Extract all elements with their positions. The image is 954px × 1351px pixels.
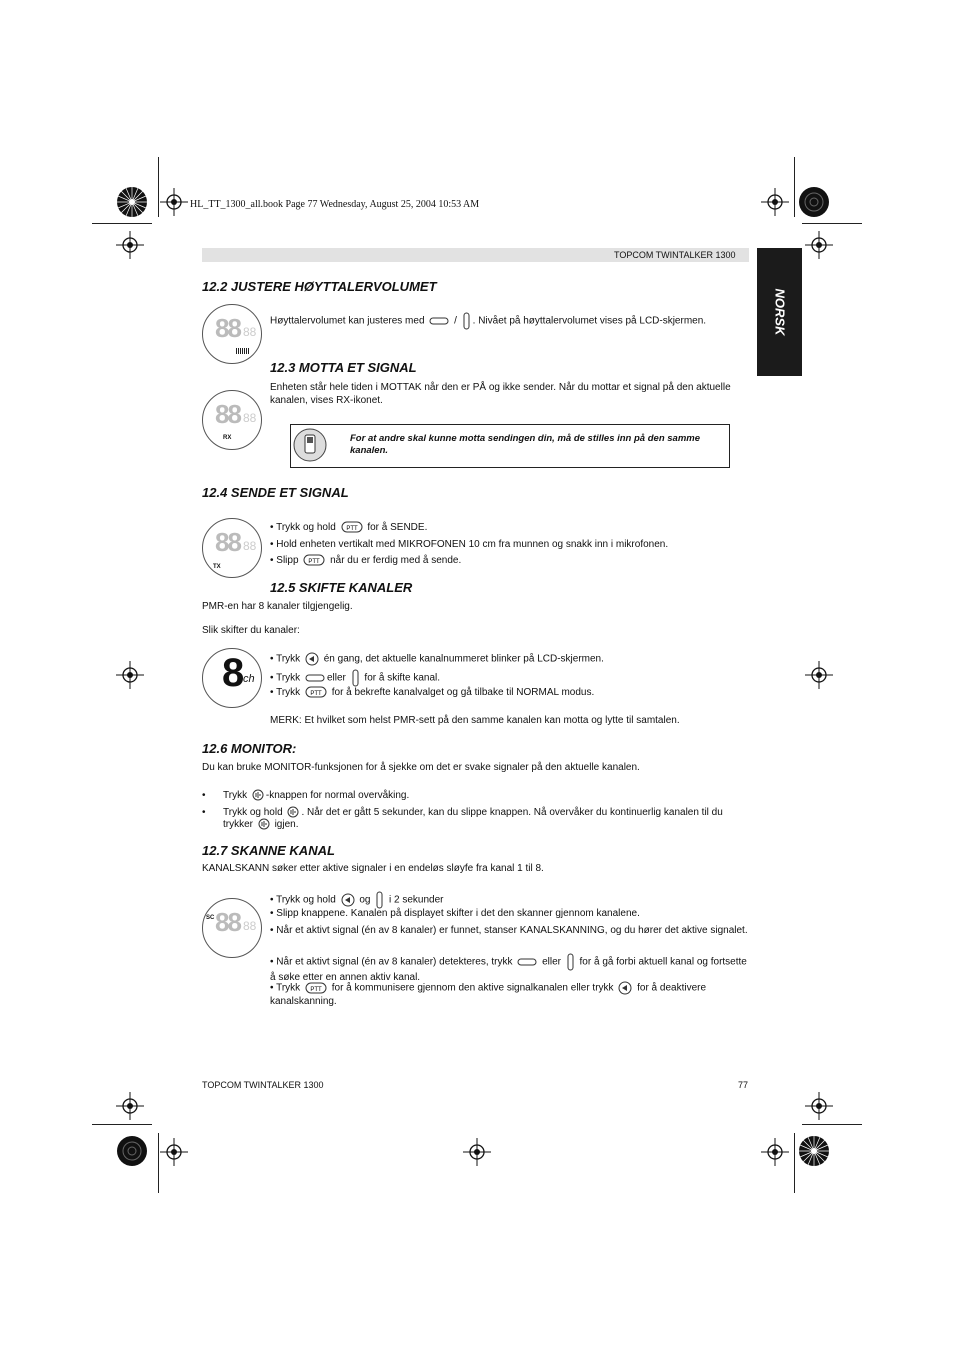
scan-bullet-5-c: for å deaktivere kanalskanning. — [270, 982, 707, 1007]
page-number: 77 — [738, 1080, 749, 1090]
running-header: TOPCOM TWINTALKER 1300 — [614, 250, 736, 260]
tx-bullet-1-a: • Trykk og hold — [270, 522, 336, 533]
monitor-bullet-1-b: -knappen for normal overvåking. — [265, 790, 410, 801]
crop-line — [794, 1133, 795, 1193]
scan-bullet-4-b: eller — [542, 956, 561, 968]
registration-mark — [116, 186, 148, 218]
monitor-button-icon — [258, 818, 270, 830]
ptt-button-icon — [303, 554, 325, 566]
scan-bullet-5-a: • Trykk — [270, 982, 301, 994]
channel-bullet-2-a: • Trykk — [270, 672, 301, 684]
print-header: HL_TT_1300_all.book Page 77 Wednesday, August 25, 2004 10:53 AM — [190, 199, 480, 210]
monitor-button-icon — [252, 789, 264, 801]
scan-paragraph: KANALSKANN søker etter aktive signaler i en endeløs sløyfe fra kanal 1 til 8. — [202, 863, 544, 874]
down-button-icon — [305, 673, 325, 683]
language-tab-label: NORSK — [772, 288, 787, 336]
lcd-small-digits: 88 — [243, 539, 257, 553]
language-tab — [757, 248, 802, 376]
crosshair-mark — [463, 1138, 491, 1166]
ptt-button-icon — [341, 521, 363, 533]
ptt-button-icon — [305, 686, 327, 698]
lcd-volume-bars — [236, 348, 250, 354]
ptt-label: PTT — [310, 691, 322, 698]
section-title-12-7: 12.7 SKANNE KANAL — [202, 843, 335, 858]
lcd-display-channel — [202, 648, 262, 708]
lcd-rx-indicator: RX — [223, 435, 232, 441]
lcd-display-tx — [202, 518, 262, 578]
crosshair-mark — [160, 1138, 188, 1166]
lcd-small-digits: 88 — [243, 325, 257, 339]
monitor-bullet-2-a: Trykk og hold — [223, 807, 283, 818]
channels-paragraph-1: PMR-en har 8 kanaler tilgjengelig. — [202, 601, 353, 612]
lcd-big-digit: 8 — [222, 651, 245, 695]
volume-text-b: . Nivået på høyttalervolumet vises på LCD-skjermen. — [472, 315, 707, 327]
paragraph-volume — [270, 312, 706, 330]
up-button-icon — [351, 669, 360, 687]
lcd-display-rx — [202, 390, 262, 450]
lcd-display-volume — [202, 304, 262, 364]
crosshair-mark — [761, 188, 789, 216]
monitor-bullet-1 — [223, 789, 409, 802]
down-button-icon — [517, 957, 537, 967]
tx-bullet-1-b: for å SENDE. — [367, 522, 428, 533]
monitor-bullet-2-c: trykker — [223, 819, 253, 830]
crosshair-mark — [805, 1092, 833, 1120]
lcd-digits: 88 — [215, 907, 240, 937]
lcd-small-digits: 88 — [243, 919, 257, 933]
scan-bullet-4 — [270, 953, 750, 984]
crop-line — [92, 1124, 152, 1125]
crop-line — [92, 223, 152, 224]
down-button-icon — [429, 316, 449, 326]
crop-line — [794, 157, 795, 217]
crosshair-mark — [116, 1092, 144, 1120]
channel-note: MERK: Et hvilket som helst PMR-sett på den samme kanalen kan motta og lytte til samtalen. — [270, 715, 680, 726]
lcd-digits: 88 — [215, 399, 240, 429]
volume-text-a: Høyttalervolumet kan justeres med — [270, 315, 425, 327]
section-title-12-5: 12.5 SKIFTE KANALER — [270, 580, 413, 595]
monitor-paragraph: Du kan bruke MONITOR-funksjonen for å sjekke om det er svake signaler på den aktuelle kanalen. — [202, 762, 640, 773]
channel-bullet-2-c: for å skifte kanal. — [364, 672, 441, 684]
channel-bullet-3 — [270, 686, 594, 699]
ptt-label: PTT — [345, 526, 358, 533]
crosshair-mark — [116, 661, 144, 689]
section-title-12-4: 12.4 SENDE ET SIGNAL — [202, 485, 349, 500]
lcd-digits: 88 — [215, 313, 240, 343]
crosshair-mark — [116, 231, 144, 259]
scan-bullet-1-b: og — [359, 894, 371, 906]
ptt-label: PTT — [308, 559, 320, 566]
section-title-12-6: 12.6 MONITOR: — [202, 741, 297, 756]
up-button-icon — [566, 953, 575, 971]
channel-bullet-3-b: for å bekrefte kanalvalget og gå tilbake til NORMAL modus. — [331, 687, 595, 698]
scan-bullet-3: • Når et aktivt signal (én av 8 kanaler) er funnet, stanser KANALSKANNING, og du hører det aktive signalet. — [270, 925, 748, 936]
crosshair-mark — [805, 661, 833, 689]
crosshair-mark — [805, 231, 833, 259]
lcd-digits: 88 — [215, 527, 240, 557]
tx-bullet-3 — [270, 554, 461, 567]
tx-bullet-3-b: når du er ferdig med å sende. — [330, 555, 462, 566]
scan-bullet-5-b: for å kommunisere gjennom den aktive signalkanalen eller trykk — [331, 982, 614, 994]
ptt-label: PTT — [310, 987, 322, 993]
tx-bullet-3-a: • Slipp — [270, 555, 299, 566]
channel-bullet-1-a: • Trykk — [270, 653, 301, 665]
scan-bullet-1-c: i 2 sekunder — [389, 894, 444, 906]
channel-bullet-1-b: én gang, det aktuelle kanalnummeret blinker på LCD-skjermen. — [323, 653, 604, 665]
crosshair-mark — [761, 1138, 789, 1166]
channel-bullet-2 — [270, 669, 440, 687]
lcd-sc-indicator: SC — [206, 915, 215, 921]
menu-button-icon — [618, 981, 632, 995]
scan-bullet-4-a: • Når et aktivt signal (én av 8 kanaler) detekteres, trykk — [270, 956, 513, 968]
section-title-12-3: 12.3 MOTTA ET SIGNAL — [270, 360, 417, 375]
monitor-bullet-2-dot: • — [202, 807, 206, 818]
scan-bullet-5 — [270, 981, 750, 1008]
registration-mark — [798, 1135, 830, 1167]
monitor-bullet-1-dot: • — [202, 790, 206, 801]
channels-paragraph-2: Slik skifter du kanaler: — [202, 625, 300, 636]
monitor-bullet-2-b: . Når det er gått 5 sekunder, kan du slippe knappen. Nå overvåker du kontinuerlig kanalen til du — [301, 807, 723, 818]
footer-title: TOPCOM TWINTALKER 1300 — [202, 1080, 324, 1090]
lcd-display-scan — [202, 898, 262, 958]
monitor-bullet-1-a: Trykk — [223, 790, 248, 801]
monitor-bullet-2-d: igjen. — [274, 819, 299, 830]
note-text: For at andre skal kunne motta sendingen din, må de stilles inn på den samme kanalen. — [350, 433, 701, 456]
monitor-bullet-2-cont — [223, 818, 298, 831]
crosshair-mark — [160, 188, 188, 216]
crop-line — [158, 157, 159, 217]
menu-button-icon — [341, 893, 355, 907]
section-title-12-2: 12.2 JUSTERE HØYTTALERVOLUMET — [202, 279, 437, 294]
scan-bullet-1-a: • Trykk og hold — [270, 894, 336, 906]
crop-line — [802, 1124, 862, 1125]
volume-text-sep: / — [454, 315, 457, 327]
lcd-ch-label: ch — [243, 673, 255, 685]
lcd-small-digits: 88 — [243, 411, 257, 425]
scan-bullet-2: • Slipp knappene. Kanalen på displayet skifter i det den skanner gjennom kanalene. — [270, 908, 640, 919]
crop-line — [802, 223, 862, 224]
channel-bullet-3-a: • Trykk — [270, 687, 301, 698]
info-note-icon — [293, 427, 327, 463]
lcd-tx-indicator: TX — [213, 564, 221, 570]
scan-bullet-4-c: for å gå forbi aktuell kanal og fortsette å søke etter en annen aktiv kanal. — [270, 956, 747, 983]
crop-line — [158, 1133, 159, 1193]
registration-mark — [116, 1135, 148, 1167]
channel-bullet-1 — [270, 652, 604, 666]
up-button-icon — [462, 312, 471, 330]
menu-button-icon — [305, 652, 319, 666]
registration-mark — [798, 186, 830, 218]
ptt-button-icon — [305, 982, 327, 994]
paragraph-receive: Enheten står hele tiden i MOTTAK når den er PÅ og ikke sender. Når du mottar et signal på den aktuelle kanalen, vises RX-ikonet. — [270, 382, 731, 406]
tx-bullet-1 — [270, 521, 427, 534]
channel-bullet-2-b: eller — [326, 672, 346, 684]
monitor-button-icon — [287, 806, 299, 818]
tx-bullet-2: • Hold enheten vertikalt med MIKROFONEN 10 cm fra munnen og snakk inn i mikrofonen. — [270, 539, 669, 550]
